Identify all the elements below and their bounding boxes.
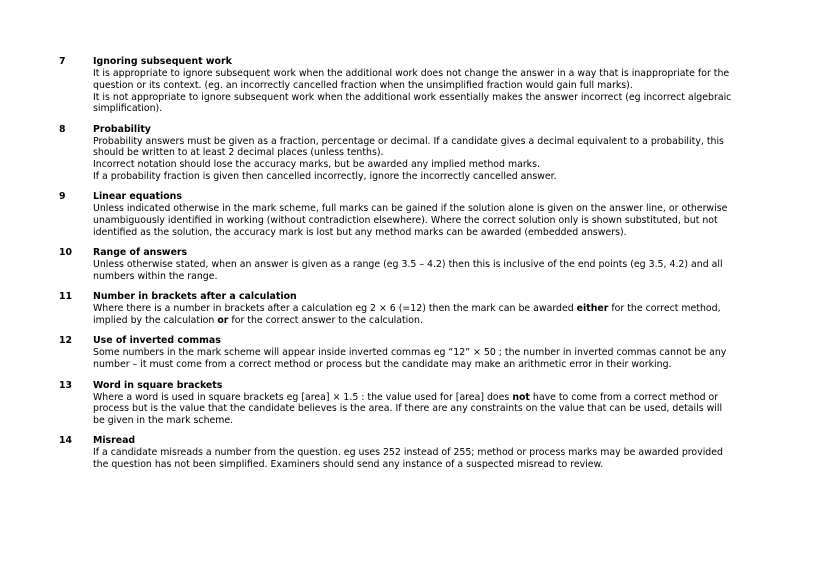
text-run: identified as the solution, the accuracy mark is lost but any method marks can be awarded (embedded answers). (93, 226, 627, 238)
text-run: simplification). (93, 103, 163, 115)
guidance-section (0, 335, 828, 371)
emphasis-text: not (512, 391, 530, 403)
text-run: It is not appropriate to ignore subsequent work when the additional work essentially makes the answer incorrect (eg incorrect algebraic (93, 91, 732, 103)
text-run: If a candidate misreads a number from the question. eg uses 252 instead of 255; method or process marks may be awarded provided (93, 447, 723, 459)
guidance-section (0, 124, 828, 183)
text-run: for the correct answer to the calculation. (228, 315, 423, 327)
text-run: the question has not been simplified. Examiners should send any instance of a suspected misread to review. (93, 459, 604, 471)
section-text-line (93, 347, 773, 359)
text-run: be given in the mark scheme. (93, 415, 234, 427)
section-text-line (93, 447, 773, 459)
section-number: 10 (59, 247, 73, 259)
section-text-line (93, 359, 773, 371)
section-heading: Linear equations (93, 191, 182, 203)
section-body (93, 191, 773, 238)
text-run: It is appropriate to ignore subsequent work when the additional work does not change the answer in a way that is inappropriate for the (93, 68, 730, 79)
text-run: Where there is a number in brackets after a calculation eg 2 × 6 (=12) then the mark can be awarded (93, 303, 577, 315)
section-text-line (93, 392, 773, 404)
text-run: If a probability fraction is given then cancelled incorrectly, ignore the incorrectly cancelled answer. (93, 171, 557, 183)
section-number: 8 (59, 123, 66, 135)
text-run: Unless otherwise stated, when an answer is given as a range (eg 3.5 – 4.2) then this is inclusive of the end points (eg 3.5, 4.2) and all (93, 259, 723, 271)
text-run: Incorrect notation should lose the accuracy marks, but be awarded any implied method marks. (93, 159, 540, 171)
text-run: number – it must come from a correct method or process but the candidate may make an arithmetic error in their working. (93, 359, 672, 371)
guidance-section (0, 380, 828, 427)
text-run: unambiguously identified in working (without contradiction elsewhere). Where the correct solution only is shown substituted, but not (93, 215, 718, 227)
section-body (93, 291, 773, 327)
section-text-line (93, 159, 773, 171)
section-text-line (93, 459, 773, 471)
text-run: Some numbers in the mark scheme will appear inside inverted commas eg “12” × 50 ; the number in inverted commas cannot be any (93, 347, 727, 359)
text-run: question or its context. (eg. an incorrectly cancelled fraction when the unsimplified fraction would gain full marks). (93, 79, 633, 91)
section-text-line (93, 303, 773, 315)
section-text-line (93, 203, 773, 215)
section-number: 14 (59, 435, 73, 447)
section-number: 13 (59, 379, 73, 391)
section-heading: Number in brackets after a calculation (93, 291, 297, 303)
section-text-line (93, 136, 773, 148)
text-run: implied by the calculation (93, 315, 218, 327)
section-text-line (93, 215, 773, 227)
section-text-line (93, 415, 773, 427)
section-text-line (93, 227, 773, 239)
section-text-line (93, 259, 773, 271)
section-text-line (93, 68, 773, 80)
section-number: 12 (59, 335, 73, 347)
text-run: Probability answers must be given as a fraction, percentage or decimal. If a candidate gives a decimal equivalent to a probability, this (93, 135, 724, 147)
text-run: numbers within the range. (93, 271, 218, 283)
guidance-section (0, 247, 828, 283)
section-heading: Probability (93, 123, 151, 135)
section-text-line (93, 403, 773, 415)
section-heading: Word in square brackets (93, 379, 223, 391)
section-number: 9 (59, 191, 66, 203)
section-heading: Use of inverted commas (93, 335, 221, 347)
section-text-line (93, 103, 773, 115)
guidance-section (0, 291, 828, 327)
text-run: process but is the value that the candidate believes is the area. If there are any constraints on the value that can be used, details will (93, 403, 723, 415)
mark-scheme-page (0, 56, 828, 480)
text-run: should be written to at least 2 decimal places (unless tenths). (93, 147, 384, 159)
text-run: have to come from a correct method or (529, 391, 719, 403)
section-body (93, 56, 773, 115)
section-text-line (93, 315, 773, 327)
guidance-section (0, 435, 828, 471)
text-run: for the correct method, (608, 303, 721, 315)
section-heading: Misread (93, 435, 136, 447)
section-text-line (93, 147, 773, 159)
text-run: Unless indicated otherwise in the mark scheme, full marks can be gained if the solution alone is given on the answer line, or otherwise (93, 203, 728, 215)
emphasis-text: either (576, 303, 609, 315)
section-body (93, 124, 773, 183)
section-number: 11 (59, 291, 73, 303)
section-body (93, 247, 773, 283)
section-text-line (93, 271, 773, 283)
guidance-section (0, 56, 828, 115)
section-body (93, 335, 773, 371)
text-run: Where a word is used in square brackets eg [area] × 1.5 : the value used for [area] does (93, 391, 513, 403)
section-text-line (93, 92, 773, 104)
section-heading: Range of answers (93, 247, 188, 259)
section-body (93, 435, 773, 471)
section-number: 7 (59, 56, 66, 67)
section-text-line (93, 80, 773, 92)
section-body (93, 380, 773, 427)
guidance-section (0, 191, 828, 238)
section-text-line (93, 171, 773, 183)
emphasis-text: or (217, 315, 229, 327)
section-heading: Ignoring subsequent work (93, 56, 232, 67)
